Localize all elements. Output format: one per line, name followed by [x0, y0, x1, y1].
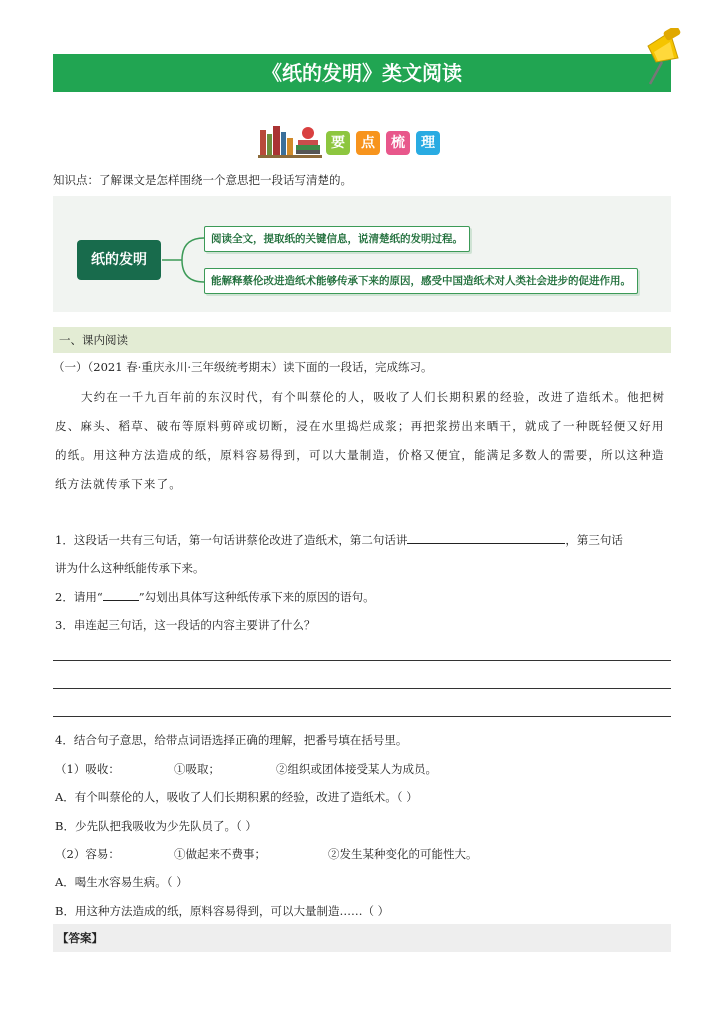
passage-line: 大约在一千九百年前的东汉时代，有个叫蔡伦的人，吸收了人们长期积累的经验，改进了造纸术。他把树: [81, 390, 666, 404]
question-4: 4．结合句子意思，给带点词语选择正确的理解，把番号填在括号里。: [55, 733, 408, 747]
question-1-text: ，第三句话: [565, 533, 623, 547]
question-4-2-b: B．用这种方法造成的纸，原料容易得到，可以大量制造……（ ）: [55, 904, 390, 918]
question-4-1-b: B．少先队把我吸收为少先队员了。（ ）: [55, 819, 257, 833]
knowledge-point: 知识点：了解课文是怎样围绕一个意思把一段话写清楚的。: [53, 173, 352, 187]
answer-heading: [53, 924, 671, 952]
question-4-2-option: ①做起来不费事；: [174, 847, 266, 861]
badge-char: 要: [326, 131, 350, 155]
section-title: 一、课内阅读: [59, 333, 128, 347]
question-3: 3．串连起三句话，这一段话的内容主要讲了什么？: [55, 618, 316, 632]
question-1-text: 1．这段话一共有三句话，第一句话讲蔡伦改进了造纸术，第二句话讲: [55, 533, 408, 547]
question-4-1-a: A．有个叫蔡伦的人，吸收了人们长期积累的经验，改进了造纸术。（ ）: [55, 790, 418, 804]
passage-line: 的纸。用这种方法造成的纸，原料容易得到，可以大量制造，价格又便宜，能满足多数人的需要，所以这种造: [55, 448, 665, 462]
answer-line[interactable]: [53, 716, 671, 717]
books-icon: [258, 124, 322, 158]
passage-line: 皮、麻头、稻草、破布等原料剪碎或切断，浸在水里捣烂成浆；再把浆捞出来晒干，就成了一种既轻便又好用: [55, 419, 665, 433]
question-2-text: ”勾划出具体写这种纸传承下来的原因的语句。: [138, 590, 375, 604]
mindmap-branch: 阅读全文，提取纸的关键信息，说清楚纸的发明过程。: [204, 226, 470, 252]
page-title: 《纸的发明》类文阅读: [262, 61, 462, 85]
underline-mark: [103, 590, 139, 601]
answer-blank[interactable]: [407, 532, 565, 544]
section-badge: [326, 131, 440, 155]
page-title-banner: [53, 54, 671, 92]
badge-char: 梳: [386, 131, 410, 155]
mindmap-connector: [160, 230, 210, 290]
question-4-2-label: （2）容易：: [55, 847, 120, 861]
answer-line[interactable]: [53, 660, 671, 661]
question-4-1-label: （1）吸收：: [55, 762, 120, 776]
section-heading: [53, 327, 671, 353]
answer-label: 【答案】: [57, 931, 103, 945]
question-4-2-a: A．喝生水容易生病。（ ）: [55, 875, 188, 889]
question-4-1-option: ②组织或团体接受某人为成员。: [276, 762, 437, 776]
question-4-1-option: ①吸取；: [174, 762, 220, 776]
question-4-2-option: ②发生某种变化的可能性大。: [328, 847, 478, 861]
badge-char: 点: [356, 131, 380, 155]
mindmap-center: 纸的发明: [77, 240, 161, 280]
pushpin-icon: [640, 28, 690, 88]
question-2: [55, 589, 375, 605]
mindmap-branch: 能解释蔡伦改进造纸术能够传承下来的原因，感受中国造纸术对人类社会进步的促进作用。: [204, 268, 638, 294]
question-2-text: 2．请用“: [55, 590, 103, 604]
question-1: [55, 532, 623, 548]
badge-char: 理: [416, 131, 440, 155]
question-source: （一）（2021 春·重庆永川·三年级统考期末）读下面的一段话，完成练习。: [53, 360, 433, 374]
answer-line[interactable]: [53, 688, 671, 689]
question-1-line2: 讲为什么这种纸能传承下来。: [55, 561, 205, 575]
passage-line: 纸方法就传承下来了。: [55, 477, 182, 491]
